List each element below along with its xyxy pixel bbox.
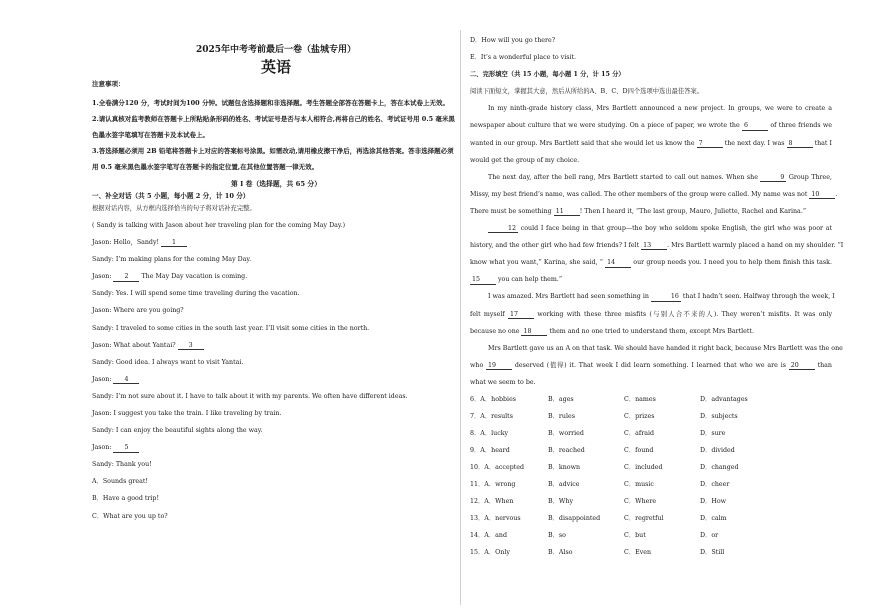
question-options <box>470 550 832 567</box>
passage-line <box>470 209 832 226</box>
dialogue-text: Sandy: Yes. I will spend some time traveling during the vacation. <box>92 290 300 298</box>
dialogue-text: The May Day vacation is coming. <box>139 273 248 281</box>
passage-text: felt myself <box>470 310 509 318</box>
question-options <box>470 499 832 516</box>
answer-blank: 16 <box>651 294 681 301</box>
subject-title: 英语 <box>260 58 291 76</box>
cloze-passage <box>470 105 844 397</box>
passage-line <box>470 141 832 158</box>
passage-text: you can help them.” <box>496 276 563 284</box>
option: 9．A．heard <box>470 446 510 454</box>
option: B．rules <box>548 412 575 420</box>
option: C．included <box>624 463 663 471</box>
dialogue-text: Sandy: Good idea. I always want to visit Yantai. <box>92 358 244 366</box>
question-options <box>470 431 832 448</box>
passage-text: could I face being in that group—the boy who seldom spoke English, the girl who was poor at <box>518 225 832 233</box>
passage-line <box>470 190 838 209</box>
part-one-heading: 第 I 卷（选择题，共 65 分） <box>230 179 322 188</box>
dialogue-line <box>92 411 460 428</box>
answer-blank: 19 <box>486 363 512 370</box>
option: C．Where <box>624 497 657 505</box>
section-two-heading: 二、完形填空（共 15 小题，每小题 1 分，计 15 分） <box>470 71 625 79</box>
dialogue-text: Sandy: I can enjoy the beautiful sights along the way. <box>92 427 263 435</box>
choice-option: C．What are you up to? <box>92 512 168 520</box>
question-options <box>470 533 832 550</box>
dialogue-line <box>92 291 460 308</box>
answer-blank: 7 <box>697 141 723 148</box>
option: B．reached <box>548 446 585 454</box>
option: B．so <box>548 531 566 539</box>
option: 11．A．wrong <box>470 480 516 488</box>
passage-text: There must be something <box>470 207 554 215</box>
option: B．ages <box>548 395 574 403</box>
passage-text: the next day. I was <box>722 139 787 147</box>
dialogue-text: Jason: Where are you going? <box>92 307 184 315</box>
exam-title: 2025年中考考前最后一卷（盐城专用） <box>195 45 357 55</box>
option: B．Also <box>548 548 573 556</box>
answer-blank: 1 <box>161 240 187 247</box>
answer-blank: 9 <box>760 175 786 182</box>
passage-text: newspaper about culture that we were studying. On a piece of paper, we wrote the <box>470 122 743 130</box>
dialogue-text: ( Sandy is talking with Jason about her traveling plan for the coming May Day.) <box>92 221 346 229</box>
dialogue-line <box>92 223 460 240</box>
option: C．afraid <box>624 429 655 437</box>
dialogue-line <box>92 394 460 411</box>
option: B．Why <box>548 497 574 505</box>
dialogue-text: Jason: <box>92 444 114 452</box>
answer-blank: 8 <box>787 141 813 148</box>
passage-text: who <box>470 361 487 369</box>
left-column <box>92 38 460 531</box>
passage-text: ! Then I heard it, “The last group, Mauro, Juliette, Rachel and Karina.” <box>579 207 807 215</box>
option: 10．A．accepted <box>470 463 525 471</box>
option: D．How <box>700 497 727 505</box>
passage-text: what we seem to be. <box>470 378 536 386</box>
dialogue-text: Jason: I suggest you take the train. I like traveling by train. <box>92 410 282 418</box>
question-options <box>470 516 832 533</box>
passage-line <box>470 312 832 329</box>
option: D．cheer <box>700 480 730 488</box>
passage-text: . <box>835 190 838 198</box>
answer-blank: 10 <box>809 192 835 199</box>
passage-line <box>470 106 832 123</box>
option: D．or <box>700 531 719 539</box>
passage-text: would get the group of my choice. <box>470 156 580 164</box>
answer-blank: 15 <box>470 277 496 284</box>
question-options <box>470 414 832 431</box>
option: D．Still <box>700 548 725 556</box>
passage-text: our group needs you. I need you to help them finish this task. <box>631 259 832 267</box>
option: D．sure <box>700 429 726 437</box>
answer-blank: 17 <box>508 312 534 319</box>
passage-line <box>470 344 843 363</box>
cloze-options <box>470 397 832 567</box>
option: 14．A．and <box>470 531 507 539</box>
passage-line <box>470 242 844 260</box>
choice-option: E．It’s a wonderful place to visit. <box>470 54 577 62</box>
option: C．but <box>624 531 646 539</box>
passage-line <box>470 226 832 243</box>
passage-text: history, and the other girl who had few friends? I felt <box>470 242 642 250</box>
answer-blank: 2 <box>113 274 139 281</box>
option: B．advice <box>548 480 580 488</box>
passage-line <box>470 123 832 140</box>
choice-option: D．How will you go there? <box>470 37 556 44</box>
passage-line <box>470 158 832 175</box>
option: 13．A．nervous <box>470 514 521 522</box>
answer-blank: 14 <box>605 260 631 267</box>
section-one-heading: 一、补全对话（共 5 小题，每小题 2 分，计 10 分） <box>92 192 250 201</box>
dialogue-text: Sandy: Thank you! <box>92 461 152 469</box>
passage-text: The next day, after the bell rang, Mrs Bartlett started to call out names. When she <box>488 173 761 181</box>
option: 7．A．results <box>470 412 513 420</box>
question-options <box>470 465 832 482</box>
right-column <box>470 37 844 567</box>
passage-text: because no one <box>470 327 522 335</box>
option: C．names <box>624 395 656 403</box>
dialogue-line <box>92 428 460 445</box>
option: 15．A．Only <box>470 548 510 556</box>
passage-line <box>470 380 832 397</box>
option: D．subjects <box>700 412 738 420</box>
option: D．calm <box>700 514 727 522</box>
dialogue-line <box>92 240 460 257</box>
option: 6．A．hobbies <box>470 395 517 403</box>
passage-text: Missy, my best friend’s name, was called. The other members of the group were called. My name was not <box>470 190 810 198</box>
passage-line <box>470 363 832 380</box>
question-options <box>470 448 832 465</box>
section-two-instruction: 阅读下面短文，掌握其大意，然后从所给的A、B、C、D四个选项中选出最佳答案。 <box>470 88 704 96</box>
answer-blank: 13 <box>641 243 667 250</box>
option: B．disappointed <box>548 514 601 522</box>
dialogue-line <box>92 445 460 462</box>
notes-heading: 注意事项： <box>92 80 125 88</box>
dialogue-line <box>92 377 460 394</box>
option: B．known <box>548 463 581 471</box>
dialogue-line <box>92 343 460 360</box>
passage-line <box>470 175 832 192</box>
passage-text: I was amazed. Mrs Bartlett had seen something in <box>488 293 651 301</box>
passage-line <box>470 260 832 277</box>
option: B．worried <box>548 429 584 437</box>
passage-text: deserved (值得) it. That week I did learn something. I learned that who we are is <box>512 361 789 369</box>
passage-text: that I hadn’t seen. Halfway through the week, I <box>680 293 835 301</box>
option: C．Even <box>624 548 652 556</box>
option: C．found <box>624 446 654 454</box>
column-divider <box>460 30 461 605</box>
dialogue-line <box>92 257 460 274</box>
passage-text: wanted in our group. Mrs Bartlett said that she would let us know the <box>470 139 697 147</box>
dialogue-text: Sandy: I’m making plans for the coming May Day. <box>92 256 252 264</box>
question-options <box>470 397 832 414</box>
passage-line <box>470 277 832 294</box>
passage-text: them and no one tried to understand them, except Mrs Bartlett. <box>547 327 754 335</box>
question-options <box>470 482 832 499</box>
passage-text: than <box>814 361 832 369</box>
dialogue-text: Jason: What about Yantai? <box>92 341 178 349</box>
dialogue-text: Jason: Hello，Sandy! <box>92 239 162 247</box>
passage-text: . Mrs Bartlett warmly placed a hand on my shoulder. “I <box>667 242 844 250</box>
note-item: 1.全卷满分120 分，考试时间为100 分钟。试题包含选择题和非选择题。考生答题全部答在答题卡上，答在本试卷上无效。 <box>92 98 449 107</box>
answer-blank: 18 <box>521 329 547 336</box>
answer-blank: 3 <box>178 343 204 350</box>
dialogue-text: Jason: <box>92 273 114 281</box>
answer-blank: 5 <box>113 445 139 452</box>
option: D．divided <box>700 446 735 454</box>
answer-blank: 4 <box>113 377 139 384</box>
option: C．music <box>624 480 654 488</box>
note-item: 2.请认真核对监考教师在答题卡上所粘贴条形码的姓名、考试证号是否与本人相符合,再将自己的姓名、考试证号用 0.5 毫米黑色墨水签字笔填写在答题卡及本试卷上。 <box>92 114 455 139</box>
dialogue-text: Sandy: I traveled to some cities in the south last year. I’ll visit some cities in the north. <box>92 324 370 332</box>
passage-line <box>470 329 832 346</box>
dialogue-line <box>92 274 460 291</box>
dialogue-line <box>92 326 460 343</box>
dialogue <box>92 223 460 479</box>
dialogue-line <box>92 360 460 377</box>
passage-text: working with these three misfits (与别人合不来的人). They weren’t misfits. It was only <box>534 310 833 318</box>
dialogue-text: Sandy: I’m not sure about it. I have to talk about it with my parents. We often have different ideas. <box>92 392 408 400</box>
section-one-instruction: 根据对话内容，从方框内选择恰当的句子将对话补充完整。 <box>92 204 256 212</box>
passage-text: that I <box>812 139 832 147</box>
answer-blank: 11 <box>554 209 580 216</box>
passage-text: Group Three, <box>786 173 832 181</box>
passage-line <box>470 293 835 311</box>
option: C．prizes <box>624 412 655 420</box>
dialogue-text: Jason: <box>92 375 114 383</box>
option: C．regretful <box>624 514 664 522</box>
answer-blank: 6 <box>742 123 768 130</box>
option: 12．A．When <box>470 497 514 505</box>
dialogue-line <box>92 308 460 325</box>
dialogue-choices-continued <box>470 38 832 72</box>
option: D．changed <box>700 463 739 471</box>
option: 8．A．lucky <box>470 429 509 437</box>
option: D．advantages <box>700 395 748 403</box>
passage-text: of three friends we <box>768 122 832 130</box>
dialogue-choices <box>92 479 460 530</box>
answer-blank: 12 <box>488 226 518 233</box>
dialogue-line <box>92 462 460 479</box>
note-item: 3.答选择题必须用 2B 铅笔将答题卡上对应的答案标号涂黑。如需改动,请用橡皮擦干净后，再选涂其他答案。答非选择题必须用 0.5 毫米黑色墨水签字笔写在答题卡的指定位置,在其他位置答题一律无效。 <box>92 146 454 171</box>
choice-option: A．Sounds great! <box>92 478 148 486</box>
passage-text: Mrs Bartlett gave us an A on that task. We should have handed it right back, because Mrs Bartlett was the one <box>488 344 843 352</box>
choice-option: B．Have a good trip! <box>92 495 159 503</box>
passage-text: know what you want,” Karina, she said, “ <box>470 259 606 267</box>
passage-text: In my ninth-grade history class, Mrs Bartlett announced a new project. In groups, we were to create a <box>488 105 832 113</box>
answer-blank: 20 <box>789 363 815 370</box>
